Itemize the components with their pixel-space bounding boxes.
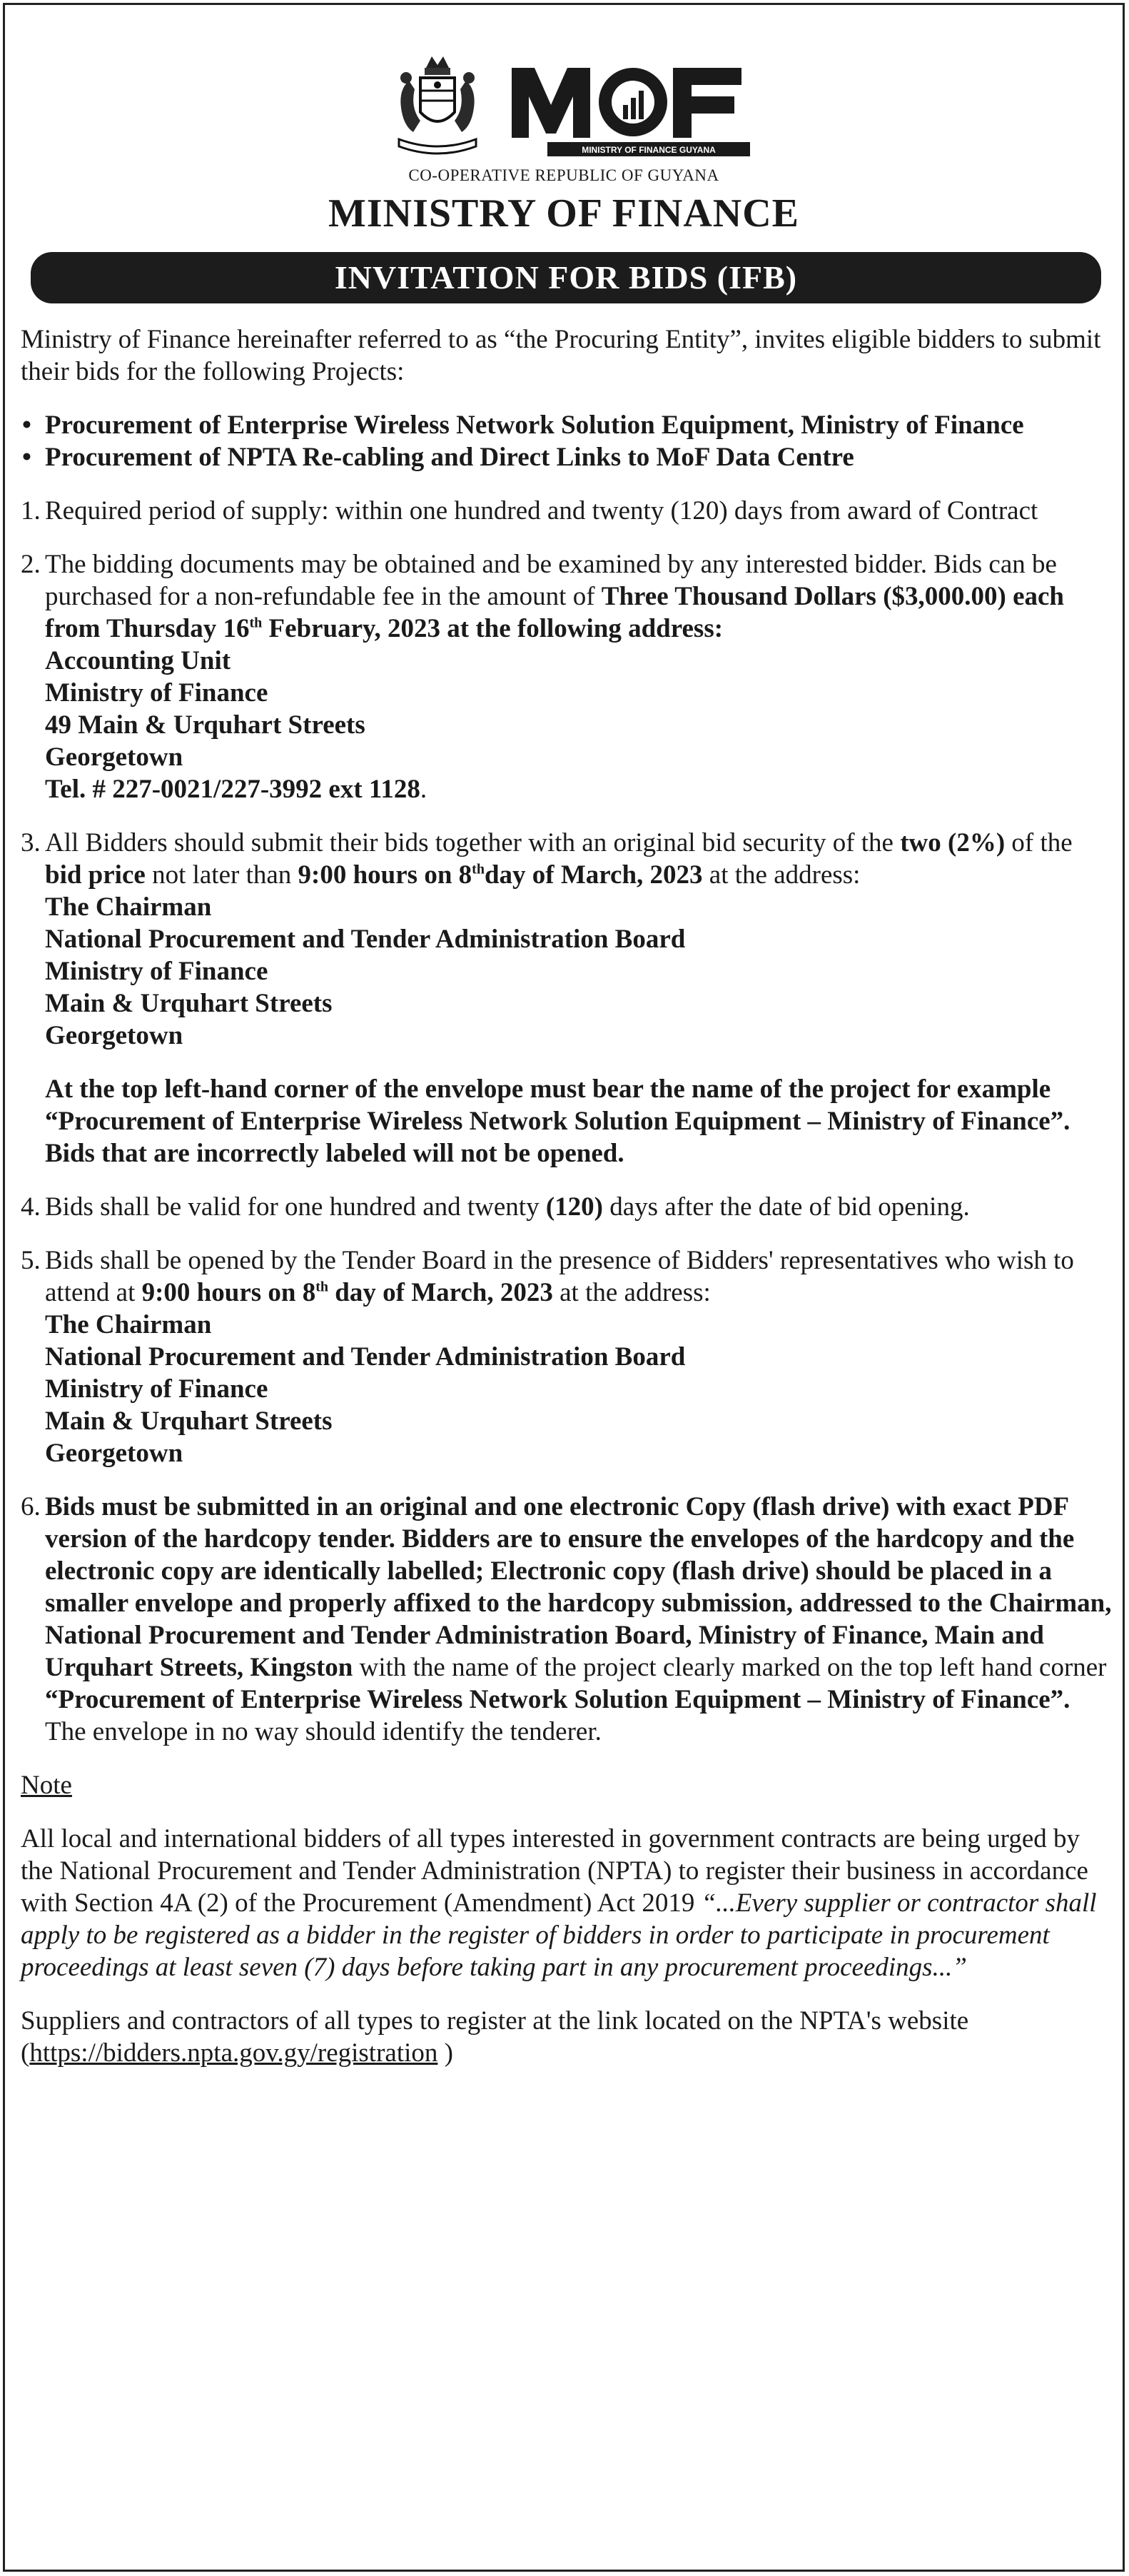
address-line: Georgetown bbox=[45, 743, 183, 772]
header bbox=[5, 5, 1123, 296]
opening-address bbox=[21, 1309, 1113, 1469]
note-heading: Note bbox=[21, 1771, 72, 1800]
address-line: Georgetown bbox=[45, 1021, 183, 1050]
address-line: Main & Urquhart Streets bbox=[45, 1407, 333, 1436]
deadline-date: day of March, 2023 bbox=[484, 860, 703, 890]
address-line: Main & Urquhart Streets bbox=[45, 989, 333, 1018]
project-list bbox=[21, 409, 1113, 473]
clause-text: All Bidders should submit their bids together with an original bid security of the bbox=[45, 828, 901, 857]
registration-paragraph bbox=[21, 2005, 1113, 2069]
clause-text: at the address: bbox=[702, 860, 861, 890]
clause-4 bbox=[21, 1191, 1113, 1223]
ifb-notice bbox=[3, 3, 1125, 2572]
clause-text: Bids shall be opened by the Tender Board in the presence of Bidders' representatives who wish to attend at bbox=[45, 1246, 1074, 1307]
fee-date-text: February, 2023 at the following address: bbox=[262, 614, 724, 643]
bid-security-percent: two (2%) bbox=[900, 828, 1006, 857]
telephone: Tel. # 227-0021/227-3992 ext 1128 bbox=[45, 775, 420, 804]
address-line: Ministry of Finance bbox=[45, 678, 268, 708]
act-quote: “...Every supplier or contractor shall apply to be registered as a bidder in the register of bidders in order to participate in procurement proceedings at least seven (7) days before taking part in any procurement proceedings...” bbox=[21, 1888, 1097, 1982]
clause-text: The bidding documents may be obtained and be examined by any interested bidder. Bids can be purchased for a non-refundable fee in the amount of bbox=[45, 550, 1057, 611]
ifb-banner: INVITATION FOR BIDS (IFB) bbox=[31, 252, 1101, 303]
address-line: The Chairman bbox=[45, 892, 212, 922]
deadline-text: 9:00 hours on 8 bbox=[298, 860, 472, 890]
project-item: • Procurement of Enterprise Wireless Network Solution Equipment, Ministry of Finance bbox=[21, 409, 1113, 441]
clause-text: of the bbox=[1005, 828, 1073, 857]
clause-number: 2. bbox=[21, 550, 41, 579]
submission-requirements: Bids must be submitted in an original and one electronic Copy (flash drive) with exact PDF version of the hardcopy tender. Bidders are to ensure the envelopes of the hardcopy and the electronic copy are identically labelled; Electronic copy (flash drive) should be placed in a smaller envelope and properly affixed to the hardcopy submission, addressed to the Chairman, National Procurement and Tender Administration Board, Ministry of Finance, Main and Urquhart Streets, Kingston bbox=[45, 1492, 1112, 1682]
submission-address bbox=[21, 891, 1113, 1052]
ordinal-suffix: th bbox=[315, 1279, 329, 1295]
clause-number: 6. bbox=[21, 1492, 41, 1521]
validity-days: (120) bbox=[545, 1192, 603, 1222]
address-line: Ministry of Finance bbox=[45, 1374, 268, 1404]
note-text: All local and international bidders of all types interested in government contracts are being urged by the National Procurement and Tender Administration (NPTA) to register their business in accordance with Section 4A (2) of the Procurement (Amendment) Act 2019 bbox=[21, 1824, 1088, 1918]
project-label-example: “Procurement of Enterprise Wireless Network Solution Equipment – Ministry of Finance”. bbox=[45, 1685, 1070, 1714]
republic-line: CO-OPERATIVE REPUBLIC OF GUYANA bbox=[408, 166, 719, 184]
clause-1 bbox=[21, 495, 1113, 527]
registration-link[interactable]: https://bidders.npta.gov.gy/registration bbox=[29, 2038, 438, 2068]
note-text: Suppliers and contractors of all types to register at the link located on the NPTA's website ( bbox=[21, 2006, 969, 2068]
clause-number: 3. bbox=[21, 828, 41, 857]
mof-logo bbox=[505, 54, 751, 161]
clause-5 bbox=[21, 1244, 1113, 1309]
purchase-address bbox=[21, 645, 1113, 805]
note-text: ) bbox=[437, 2038, 453, 2068]
address-line: The Chairman bbox=[45, 1310, 212, 1339]
clause-number: 5. bbox=[21, 1246, 41, 1275]
clause-2 bbox=[21, 548, 1113, 645]
clause-number: 1. bbox=[21, 496, 41, 525]
clause-3 bbox=[21, 827, 1113, 891]
project-item: • Procurement of NPTA Re-cabling and Direct Links to MoF Data Centre bbox=[21, 441, 1113, 473]
telephone-end: . bbox=[420, 775, 427, 804]
clause-text: not later than bbox=[145, 860, 298, 890]
note-paragraph bbox=[21, 1823, 1113, 1983]
clause-text: days after the date of bid opening. bbox=[602, 1192, 970, 1222]
address-line: Accounting Unit bbox=[45, 646, 231, 675]
clause-number: 4. bbox=[21, 1192, 41, 1222]
address-line: Georgetown bbox=[45, 1439, 183, 1468]
clause-6 bbox=[21, 1491, 1113, 1748]
address-line: Ministry of Finance bbox=[45, 957, 268, 986]
intro-paragraph: Ministry of Finance hereinafter referred to as “the Procuring Entity”, invites eligible bidders to submit their bids for the following Projects: bbox=[21, 325, 1101, 386]
address-line: National Procurement and Tender Administration Board bbox=[45, 925, 686, 954]
fee-text: Three Thousand Dollars ($3,000.00) each from Thursday 16 bbox=[45, 582, 1065, 643]
tenderer-identity-note: The envelope in no way should identify the tenderer. bbox=[45, 1717, 602, 1746]
logo-subtitle: MINISTRY OF FINANCE GUYANA bbox=[582, 145, 716, 155]
clause-text: at the address: bbox=[552, 1278, 711, 1307]
bid-price-text: bid price bbox=[45, 860, 146, 890]
opening-time: 9:00 hours on 8 bbox=[141, 1278, 316, 1307]
mof-logo-graphic bbox=[505, 54, 751, 161]
coat-of-arms-emblem bbox=[380, 46, 495, 161]
address-line: National Procurement and Tender Administration Board bbox=[45, 1342, 686, 1372]
clause-text: Bids shall be valid for one hundred and twenty bbox=[45, 1192, 546, 1222]
opening-date: day of March, 2023 bbox=[328, 1278, 553, 1307]
ordinal-suffix: th bbox=[249, 615, 263, 631]
envelope-warning: At the top left-hand corner of the envelope must bear the name of the project for example “Procurement of Enterprise Wireless Network Solution Equipment – Ministry of Finance”. Bids that are incorrectly labeled will not be opened. bbox=[45, 1075, 1070, 1168]
address-line: 49 Main & Urquhart Streets bbox=[45, 710, 365, 740]
clause-text: Required period of supply: within one hundred and twenty (120) days from award of Contract bbox=[45, 496, 1038, 525]
clause-text: with the name of the project clearly marked on the top left hand corner bbox=[353, 1653, 1107, 1682]
notice-body bbox=[21, 323, 1113, 2069]
ministry-title: MINISTRY OF FINANCE bbox=[328, 191, 800, 236]
ordinal-suffix: th bbox=[472, 861, 485, 877]
